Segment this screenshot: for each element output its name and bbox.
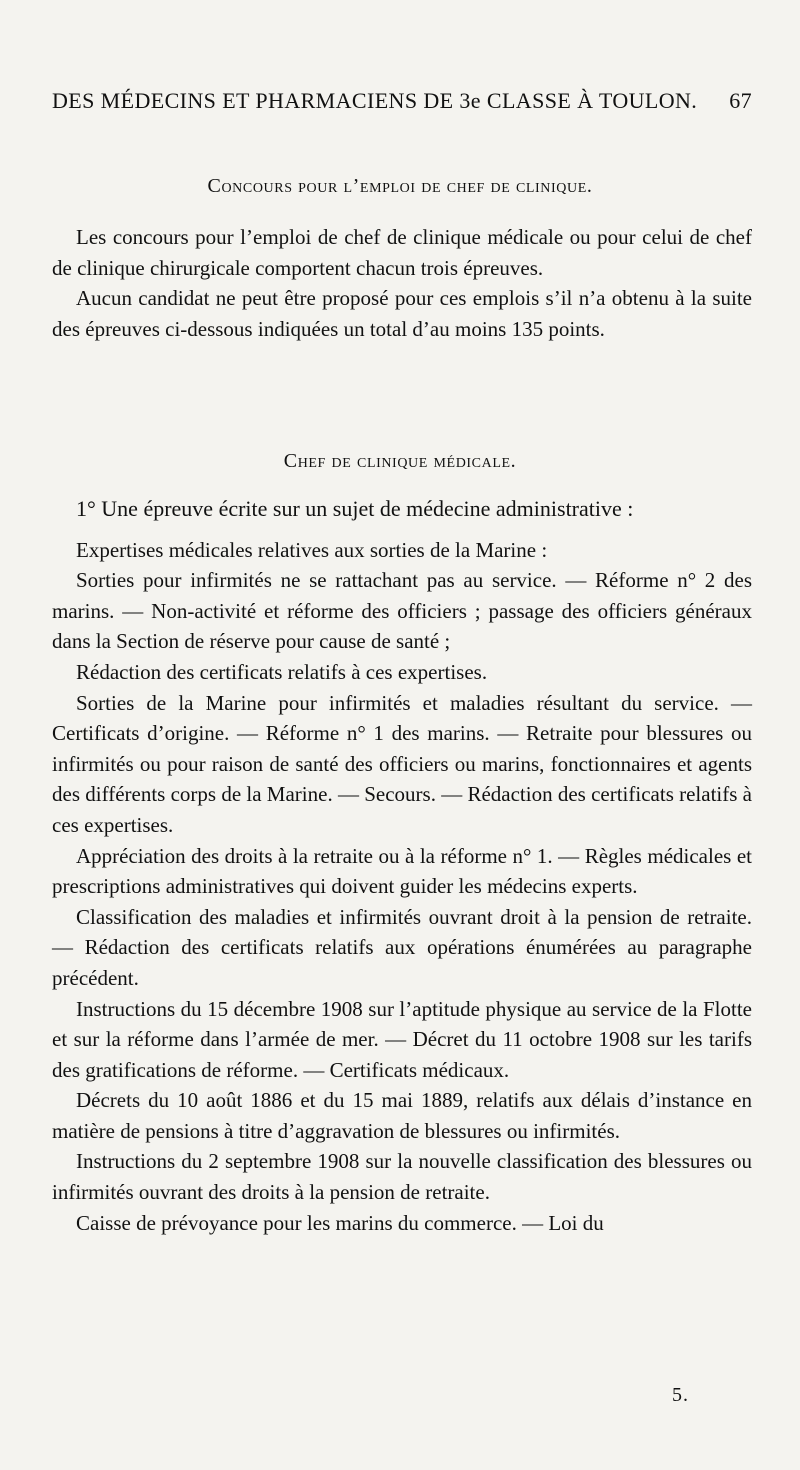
lead-item: 1° Une épreuve écrite sur un sujet de médecine administrative : (76, 496, 634, 521)
running-title: DES MÉDECINS ET PHARMACIENS DE 3e CLASSE À TOULON. (52, 88, 698, 113)
section-body-chef-clinique-medicale (52, 494, 752, 1238)
paragraph: Décrets du 10 août 1886 et du 15 mai 1889, relatifs aux délais d’instance en matière de pensions à titre d’aggravation de blessures ou infirmités. (52, 1088, 752, 1143)
paragraph: Instructions du 15 décembre 1908 sur l’aptitude physique au service de la Flotte et sur la réforme dans l’armée de mer. — Décret du 11 octobre 1908 sur les tarifs des gratifications de réforme. — Certificats médicaux. (52, 996, 752, 1082)
paragraph: Instructions du 2 septembre 1908 sur la nouvelle classification des blessures ou infirmités ouvrant des droits à la pension de retraite. (52, 1149, 752, 1205)
section-body-concours (52, 222, 752, 344)
paragraph: Caisse de prévoyance pour les marins du commerce. — Loi du (76, 1210, 604, 1235)
paragraph: Expertises médicales relatives aux sorties de la Marine : (76, 537, 548, 562)
paragraph: Classification des maladies et infirmités ouvrant droit à la pension de retraite. — Rédaction des certificats relatifs aux opérations énumérées au paragraphe précédent. (52, 904, 752, 990)
paragraph: Rédaction des certificats relatifs à ces expertises. (76, 659, 488, 684)
page-number: 67 (729, 88, 752, 113)
running-header (52, 88, 752, 114)
paragraph: Les concours pour l’emploi de chef de clinique médicale ou pour celui de chef de clinique chirurgicale comportent chacun trois épreuves. (52, 225, 752, 280)
paragraph: Sorties pour infirmités ne se rattachant pas au service. — Réforme n° 2 des marins. — Non-activité et réforme des officiers ; passage des officiers généraux dans la Section de réserve pour cause de santé ; (52, 568, 752, 654)
signature-mark: 5. (672, 1384, 689, 1406)
paragraph: Aucun candidat ne peut être proposé pour ces emplois s’il n’a obtenu à la suite des épreuves ci-dessous indiquées un total d’au moins 135 points. (52, 286, 752, 341)
paragraph: Sorties de la Marine pour infirmités et maladies résultant du service. — Certificats d’origine. — Réforme n° 1 des marins. — Retraite pour blessures ou infirmités ou pour raison de santé des officiers ou marins, fonctionnaires et agents des différents corps de la Marine. — Secours. — Rédaction des certificats relatifs à ces expertises. (52, 690, 752, 837)
section-heading-chef-clinique-medicale: Chef de clinique médicale. (283, 450, 517, 472)
paragraph: Appréciation des droits à la retraite ou à la réforme n° 1. — Règles médicales et prescriptions administratives qui doivent guider les médecins experts. (52, 843, 752, 899)
section-heading-concours: Concours pour l’emploi de chef de clinique. (207, 175, 593, 197)
